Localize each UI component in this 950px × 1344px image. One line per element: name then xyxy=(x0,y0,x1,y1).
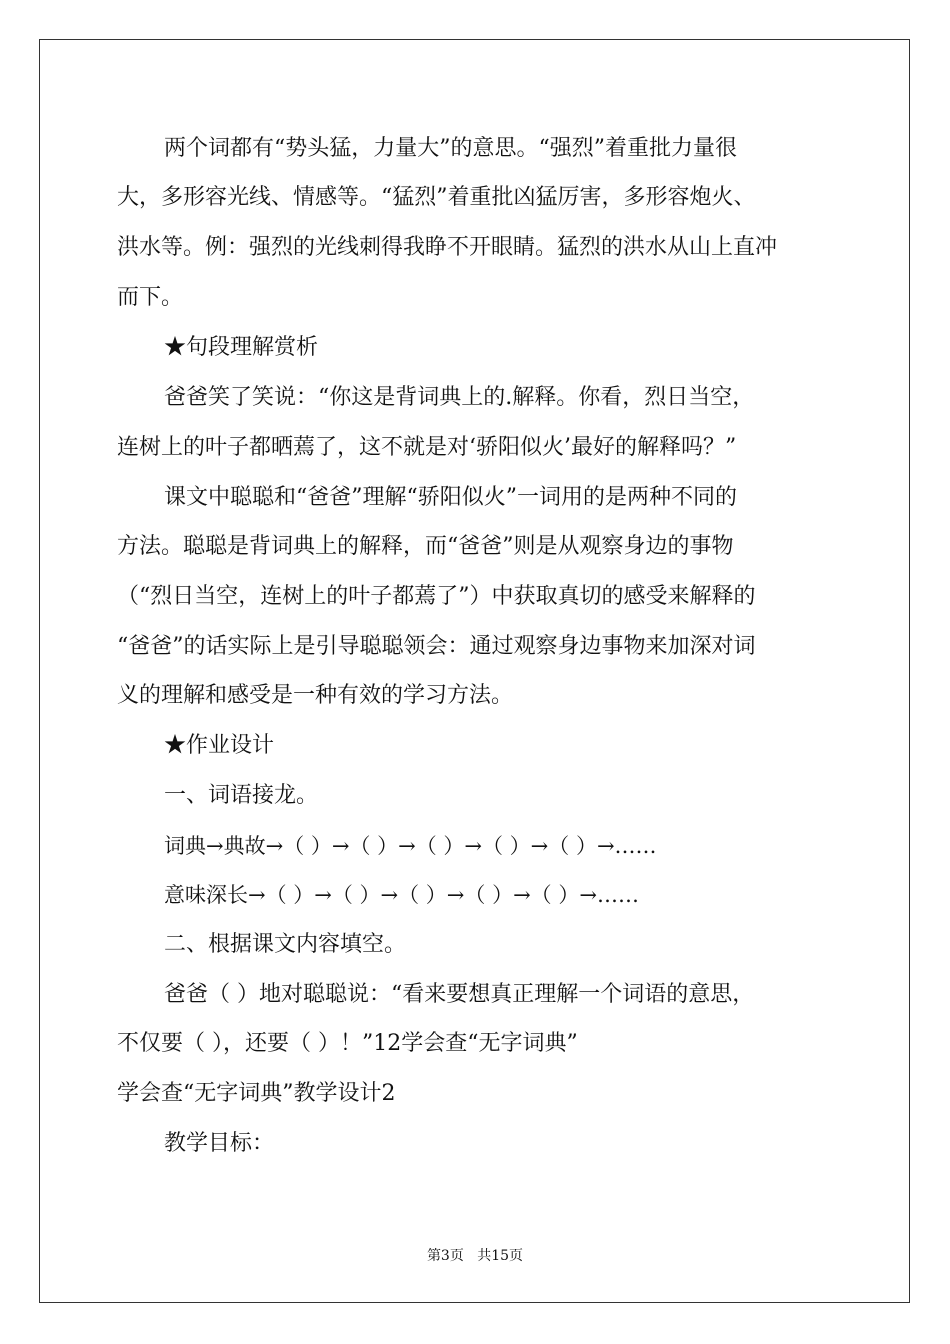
paragraph-line: 洪水等。例：强烈的光线刺得我睁不开眼睛。猛烈的洪水从山上直冲 xyxy=(117,235,778,260)
subheading: 教学目标： xyxy=(164,1131,275,1156)
paragraph-line: “爸爸”的话实际上是引导聪聪领会：通过观察身边事物来加深对词 xyxy=(117,634,756,659)
section-heading: ★句段理解赏析 xyxy=(164,335,319,360)
paragraph-line: 爸爸笑了笑说：“你这是背词典上的.解释。你看，烈日当空， xyxy=(164,385,755,410)
paragraph-line: 两个词都有“势头猛，力量大”的意思。“强烈”着重批力量很 xyxy=(164,136,737,161)
paragraph-line: （“烈日当空，连树上的叶子都蔫了”）中获取真切的感受来解释的 xyxy=(117,584,756,609)
paragraph-line: 爸爸（ ）地对聪聪说：“看来要想真正理解一个词语的意思， xyxy=(164,982,755,1007)
paragraph-line: 大，多形容光线、情感等。“猛烈”着重批凶猛厉害，多形容炮火、 xyxy=(117,185,756,210)
paragraph-line: 课文中聪聪和“爸爸”理解“骄阳似火”一词用的是两种不同的 xyxy=(164,485,737,510)
paragraph-line: 义的理解和感受是一种有效的学习方法。 xyxy=(117,683,514,708)
paragraph-line: 而下。 xyxy=(117,285,184,310)
paragraph-line: 不仅要（ ），还要（ ）！”12学会查“无字词典” xyxy=(117,1031,578,1056)
page-footer xyxy=(0,1247,950,1265)
paragraph-line: 方法。聪聪是背词典上的解释，而“爸爸”则是从观察身边的事物 xyxy=(117,534,734,559)
exercise-line: 意味深长→（ ）→（ ）→（ ）→（ ）→（ ）→…… xyxy=(164,883,639,907)
exercise-title: 二、根据课文内容填空。 xyxy=(164,932,407,957)
page-border xyxy=(39,39,910,1303)
page-total: 共15页 xyxy=(477,1248,524,1264)
page-number: 第3页 xyxy=(426,1248,464,1264)
section-heading: ★作业设计 xyxy=(164,733,275,758)
document-title: 学会查“无字词典”教学设计2 xyxy=(117,1081,396,1106)
exercise-title: 一、词语接龙。 xyxy=(164,783,319,808)
exercise-line: 词典→典故→（ ）→（ ）→（ ）→（ ）→（ ）→…… xyxy=(164,834,657,858)
paragraph-line: 连树上的叶子都晒蔫了，这不就是对‘骄阳似火’最好的解释吗？” xyxy=(117,435,737,460)
